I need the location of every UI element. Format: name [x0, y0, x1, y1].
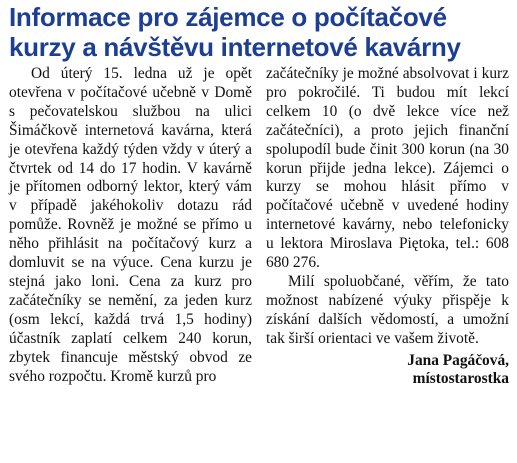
article-columns [9, 65, 509, 389]
signature-name: Jana Pagáčová, [407, 351, 509, 369]
paragraph-intro: Od úterý 15. ledna už je opět otevřena v počítačové učebně v Domě s pečovatelskou službou na ulici Šimáčkově internetová kavárna, která je otevřena každý týden vždy v úterý a čtvrtek od 14 do 17 hodin. V kavárně je přítomen odborný lektor, který vám v případě jakéhokoliv dotazu rád pomůže. Rovněž je možné se přímo u něho přihlásit na počítačový kurz a domluvit se na výuce. Cena kurzu je stejná jako loni. Cena za kurz pro začátečníky se nemění, za jeden kurz (osm lekcí, každá trvá 1,5 hodiny) účastník zaplatí celkem 240 korun, zbytek financuje městský obvod ze svého rozpočtu. Kromě kurzů pro [9, 65, 252, 385]
headline-line-2: kurzy a návštěvu internetové kavárny [9, 32, 461, 62]
signature [266, 352, 509, 389]
article-headline [9, 2, 509, 62]
paragraph-continuation: začátečníky je možné absolvovat i kurz pro pokročilé. Ti budou mít lekcí celkem 10 (o dvě lekce více než začátečníci), a proto jejich finanční spolupodíl bude činit 300 korun (na 30 korun přijde jedna lekce). Zájemci o kurzy se mohou hlásit přímo v počítačové učebně v uvedené hodiny internetové kavárny, nebo telefonicky u lektora Miroslava Piętoka, tel.: 608 680 276. [266, 65, 509, 272]
signature-role: místostarostka [412, 370, 509, 388]
paragraph-closing: Milí spoluobčané, věřím, že tato možnost nabízené výuky přispěje k získání dalších vědomostí, a umožní tak širší orientaci ve vašem životě. [266, 272, 509, 347]
column-left [9, 65, 252, 389]
column-right [266, 65, 509, 389]
headline-line-1: Informace pro zájemce o počítačové [9, 2, 447, 32]
